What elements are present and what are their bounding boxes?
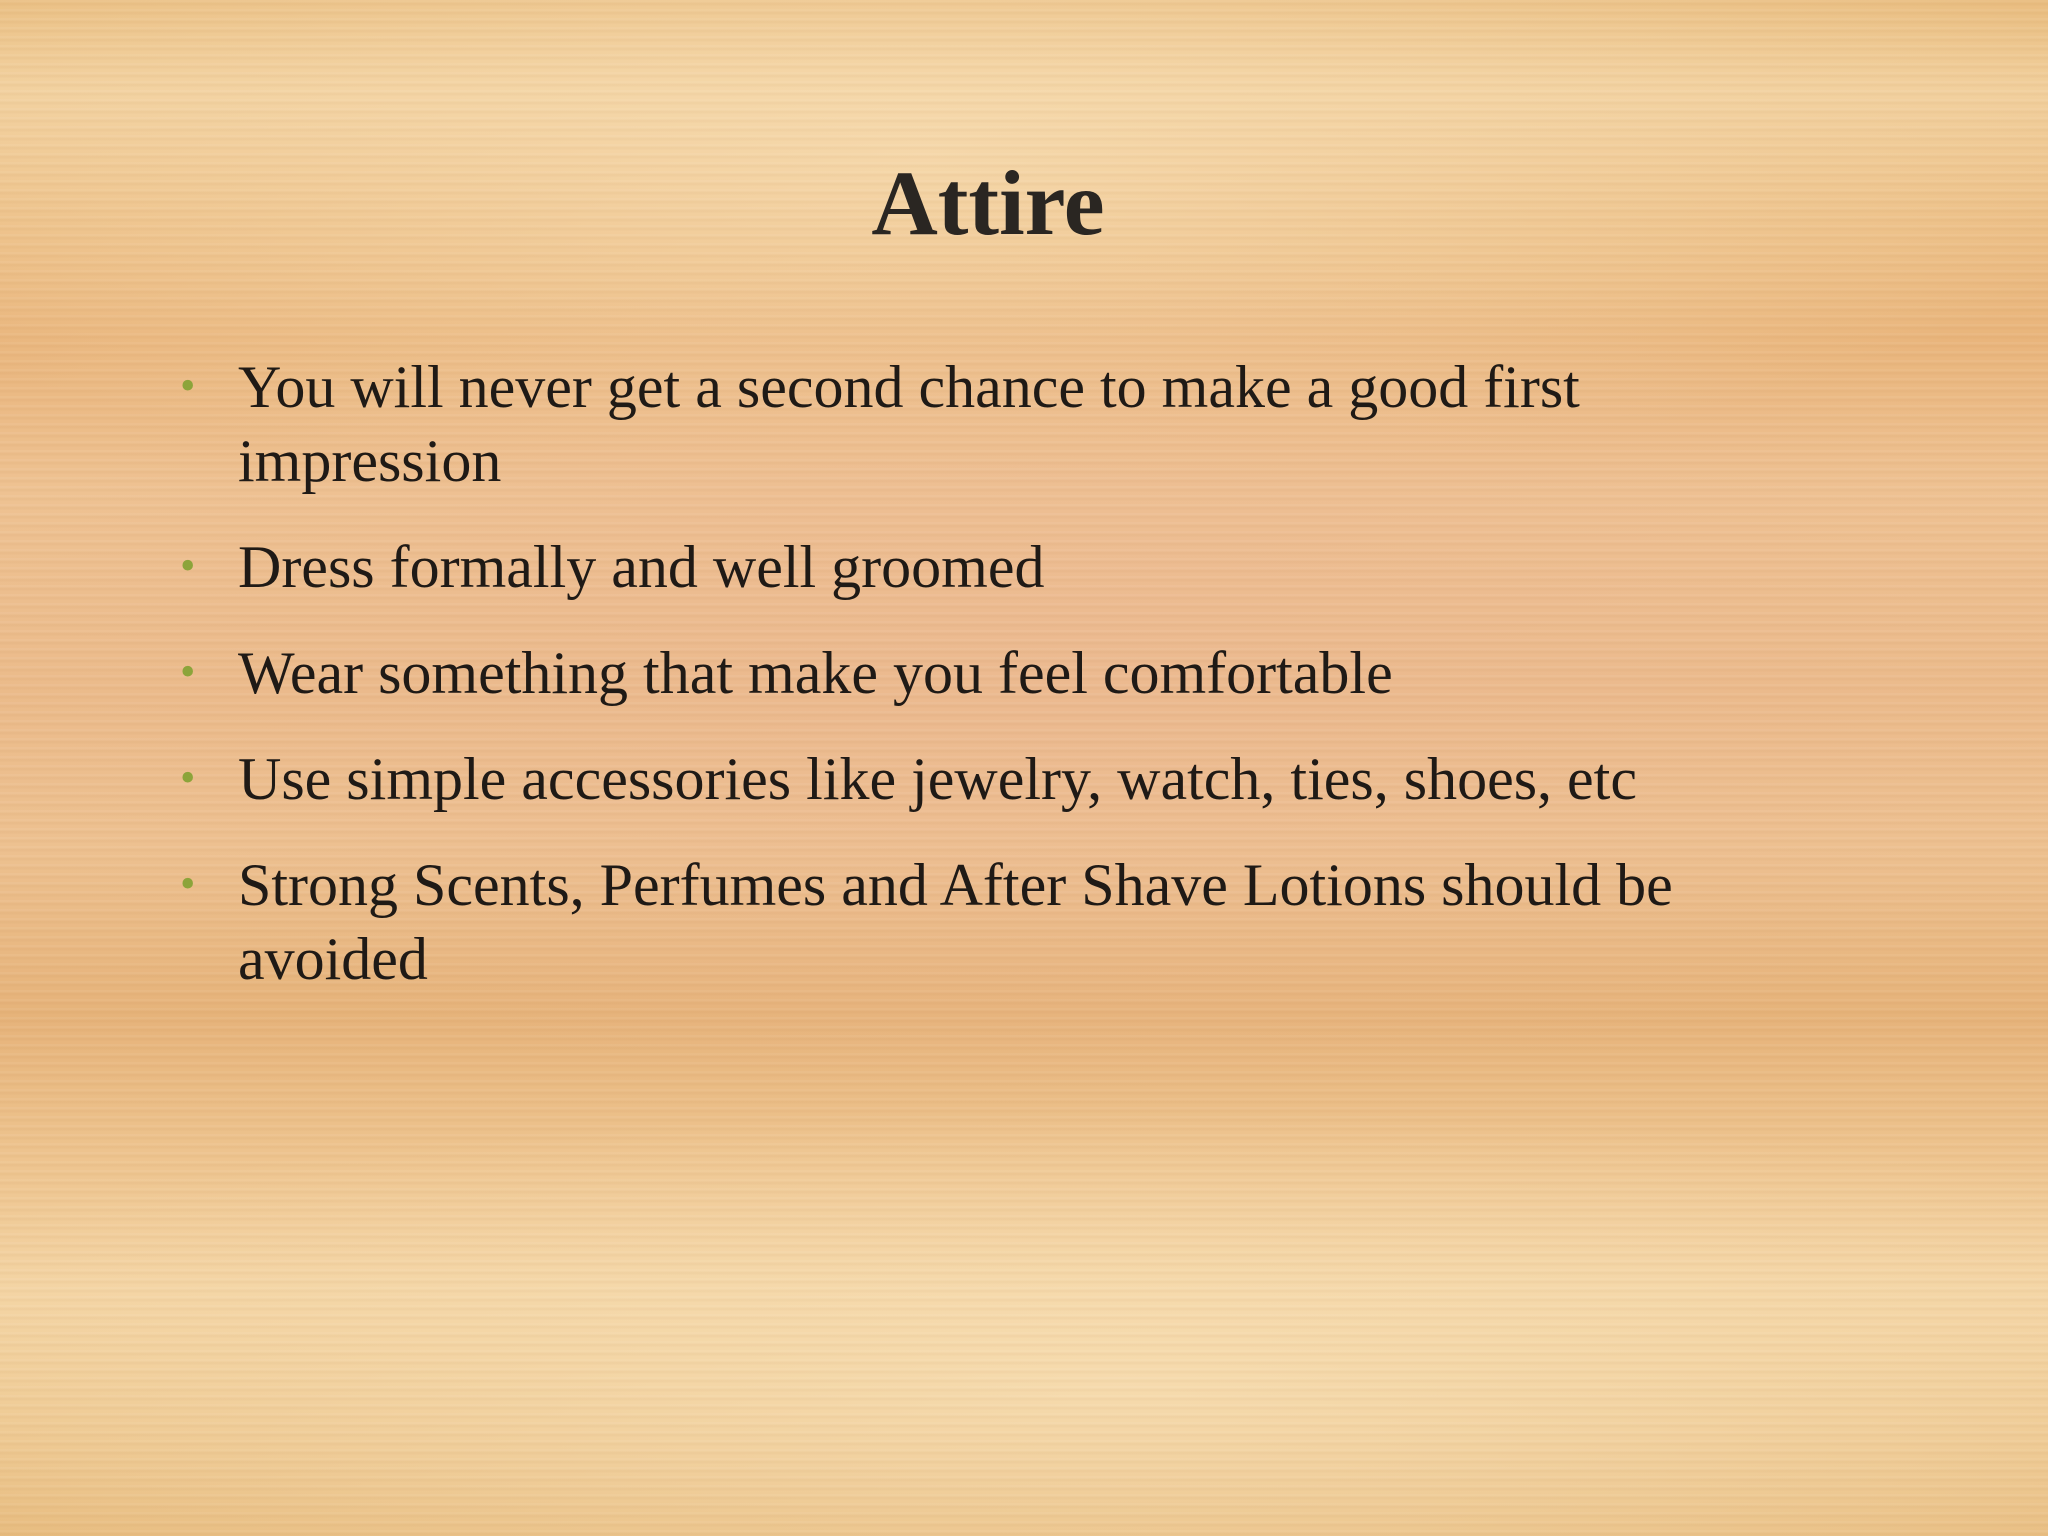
bullet-text: Dress formally and well groomed (238, 534, 1045, 600)
bullet-item (176, 350, 1856, 498)
bullet-item (176, 742, 1856, 816)
bullet-dot-icon: • (180, 541, 196, 590)
bullet-dot-icon: • (180, 361, 196, 410)
bullet-item (176, 848, 1856, 996)
bullet-item (176, 636, 1856, 710)
bullet-text: Wear something that make you feel comfortable (238, 640, 1393, 706)
bullet-text: Use simple accessories like jewelry, watch, ties, shoes, etc (238, 746, 1637, 812)
bullet-dot-icon: • (180, 859, 196, 908)
bullet-dot-icon: • (180, 753, 196, 802)
bullet-list (176, 350, 1856, 1028)
slide-title: Attire (871, 152, 1105, 254)
bullet-dot-icon: • (180, 647, 196, 696)
bullet-text: Strong Scents, Perfumes and After Shave Lotions should be avoided (238, 852, 1673, 992)
bullet-item (176, 530, 1856, 604)
bullet-text: You will never get a second chance to make a good first impression (238, 354, 1580, 494)
